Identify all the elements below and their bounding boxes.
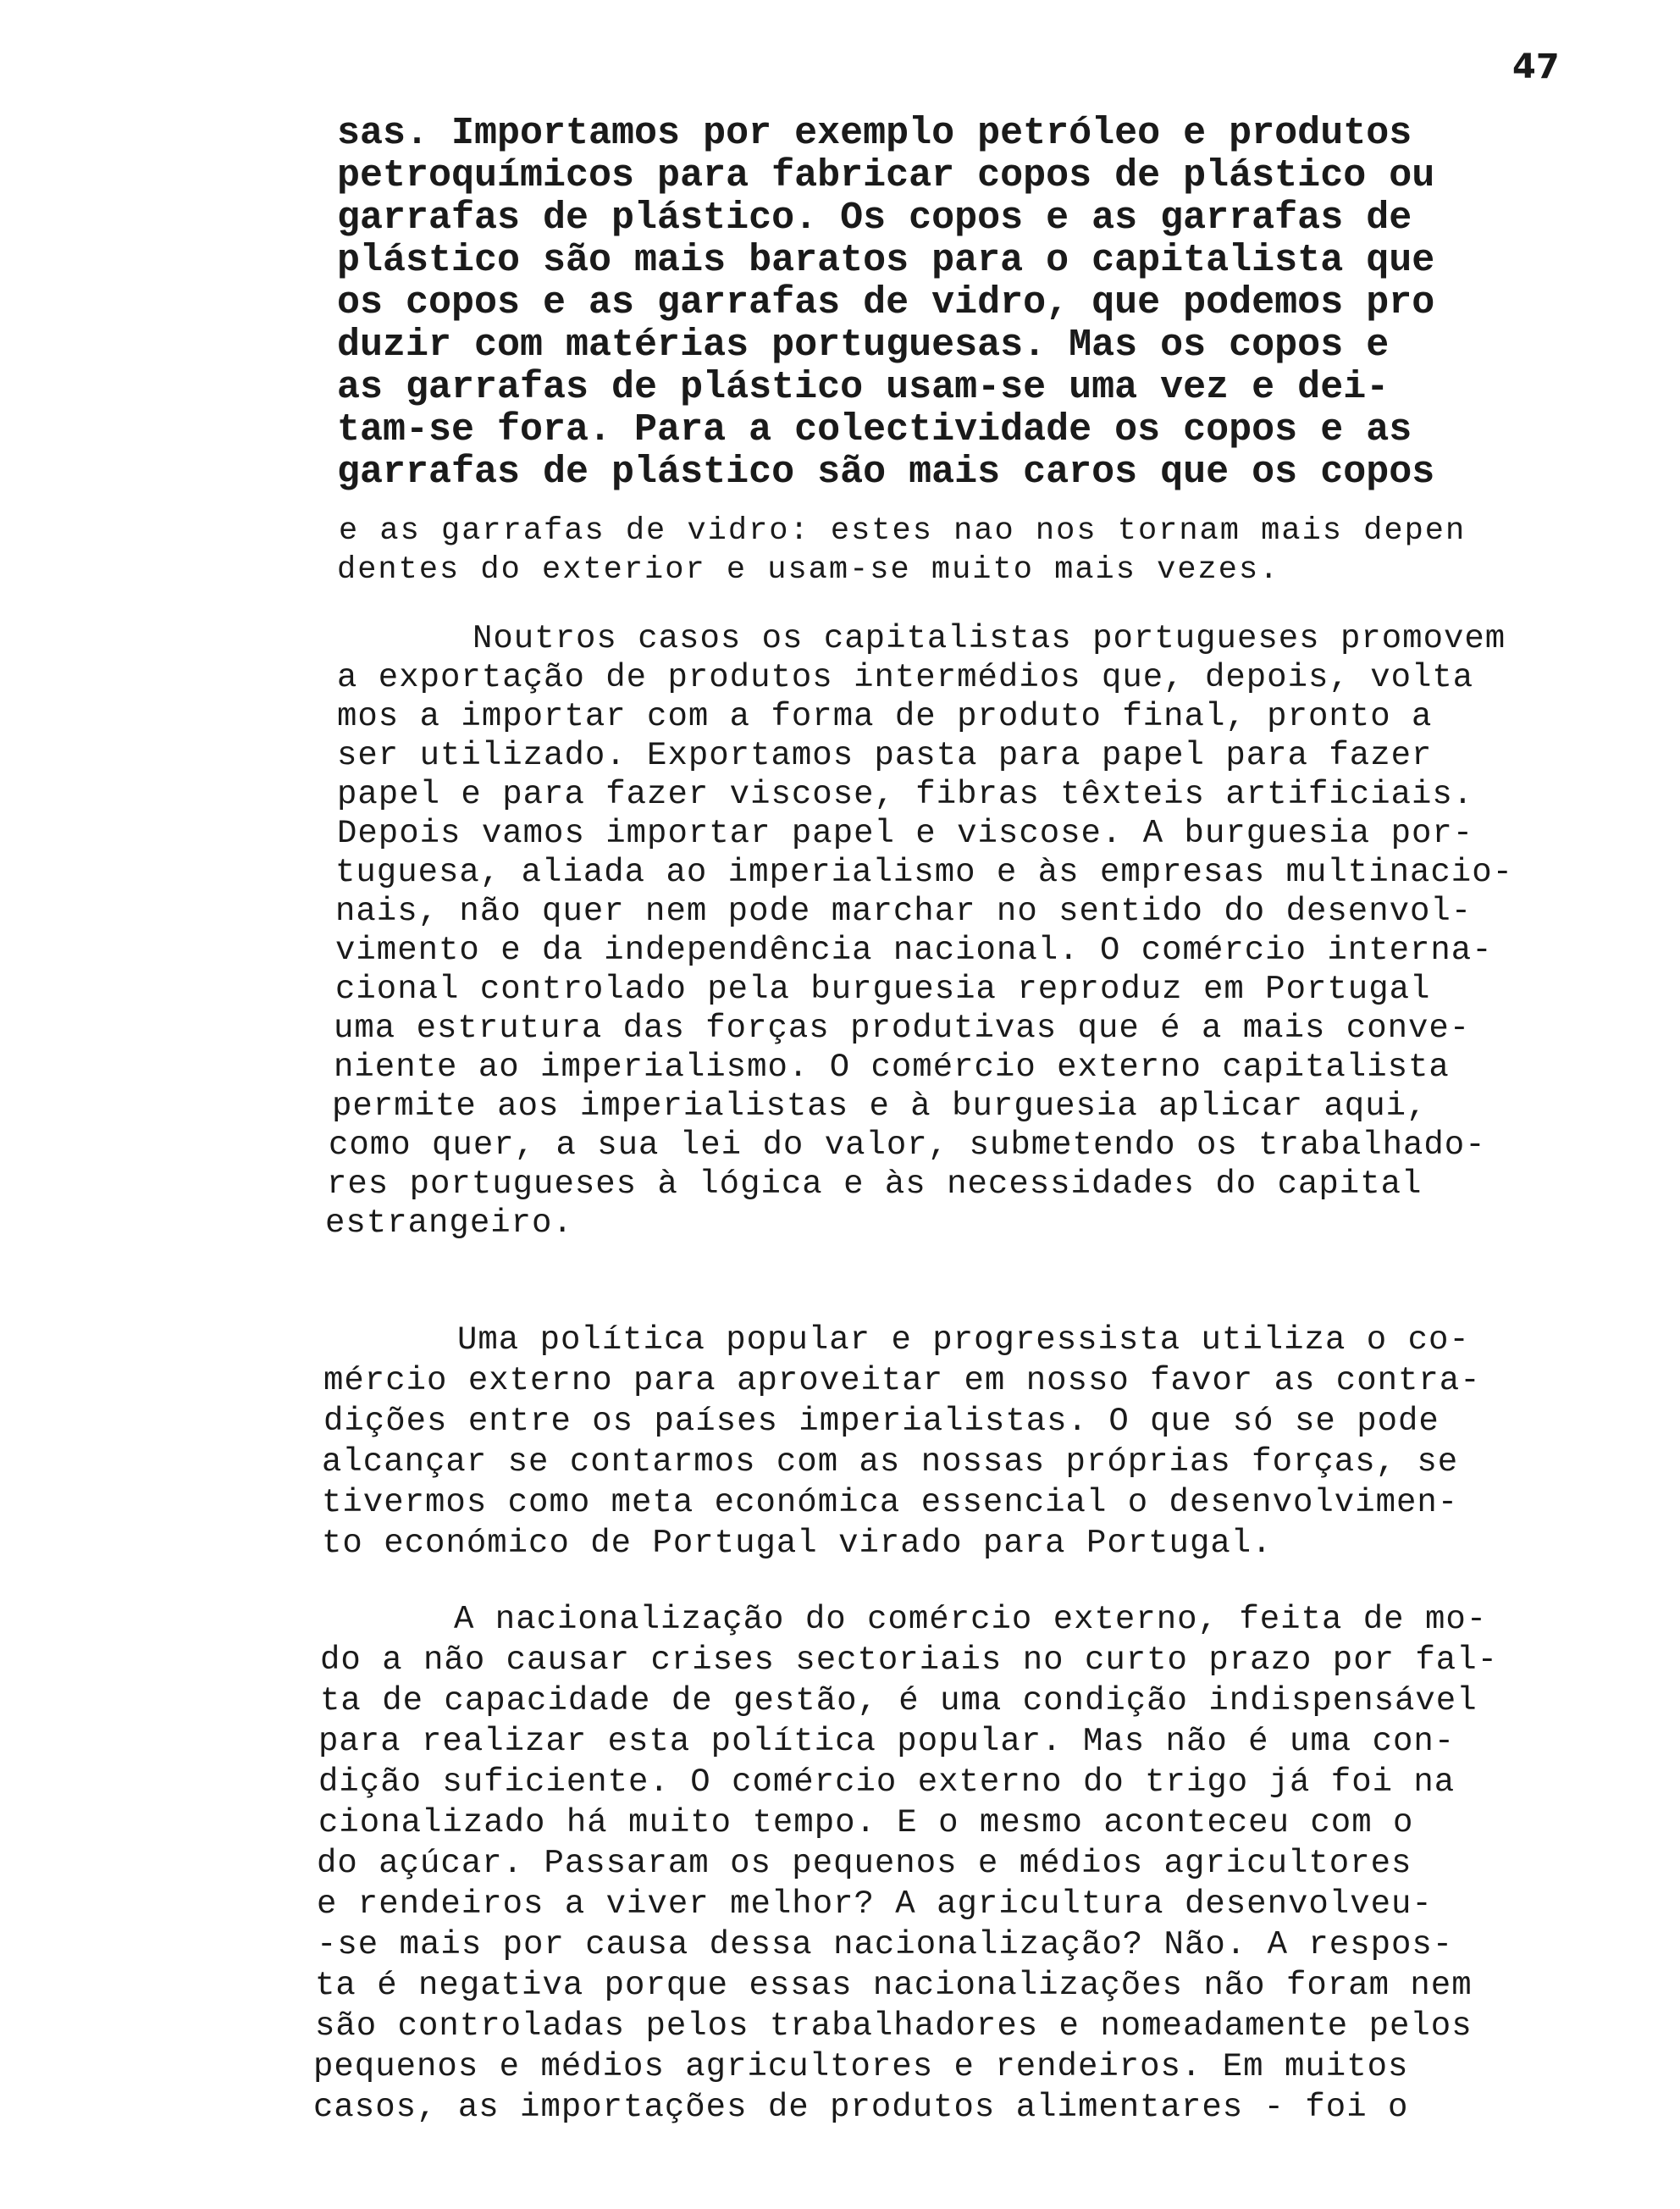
text-line: cionalizado há muito tempo. E o mesmo aconteceu com o: [318, 1804, 1414, 1841]
text-line: plástico são mais baratos para o capitalista que: [337, 239, 1435, 282]
text-line: niente ao imperialismo. O comércio externo capitalista: [334, 1049, 1450, 1086]
text-line: pequenos e médios agricultores e rendeiros. Em muitos: [313, 2048, 1409, 2085]
text-line: cional controlado pela burguesia reproduz em Portugal: [335, 971, 1431, 1008]
text-line: tivermos como meta económica essencial o desenvolvimen-: [322, 1484, 1459, 1521]
text-line: nais, não quer nem pode marchar no sentido do desenvol-: [335, 893, 1473, 930]
text-line: dentes do exterior e usam-se muito mais vezes.: [337, 552, 1280, 588]
text-line: estrangeiro.: [325, 1204, 573, 1242]
text-line: ta é negativa porque essas nacionalizações não foram nem: [315, 1967, 1473, 2004]
page-number: 47: [1512, 47, 1560, 86]
text-line: para realizar esta política popular. Mas não é uma con-: [318, 1723, 1456, 1760]
text-line: papel e para fazer viscose, fibras têxteis artificiais.: [337, 776, 1474, 813]
text-line: ta de capacidade de gestão, é uma condição indispensável: [320, 1682, 1478, 1719]
text-line: e rendeiros a viver melhor? A agricultura desenvolveu-: [317, 1885, 1433, 1923]
text-line: como quer, a sua lei do valor, submetendo os trabalhado-: [329, 1127, 1486, 1164]
text-line: do a não causar crises sectoriais no curto prazo por fal-: [320, 1642, 1499, 1679]
text-line: e as garrafas de vidro: estes nao nos tornam mais depen: [339, 513, 1467, 549]
text-line: to económico de Portugal virado para Portugal.: [322, 1525, 1273, 1562]
text-line: mos a importar com a forma de produto final, pronto a: [337, 698, 1433, 735]
text-line: permite aos imperialistas e à burguesia aplicar aqui,: [332, 1088, 1428, 1125]
text-line: dições entre os países imperialistas. O que só se pode: [323, 1403, 1440, 1440]
text-line: garrafas de plástico são mais caros que os copos: [337, 451, 1435, 494]
text-line: vimento e da independência nacional. O comércio interna-: [335, 932, 1493, 969]
text-line: mércio externo para aproveitar em nosso favor as contra-: [323, 1362, 1481, 1399]
text-line: garrafas de plástico. Os copos e as garrafas de: [337, 197, 1412, 240]
text-line: -se mais por causa dessa nacionalização? Não. A respos-: [317, 1926, 1454, 1963]
text-line: ser utilizado. Exportamos pasta para papel para fazer: [337, 737, 1433, 774]
text-line: duzir com matérias portuguesas. Mas os copos e: [337, 324, 1390, 367]
text-line: Noutros casos os capitalistas portugueses promovem: [472, 620, 1506, 657]
text-line: tam-se fora. Para a colectividade os copos e as: [337, 408, 1412, 451]
text-line: a exportação de produtos intermédios que, depois, volta: [337, 659, 1474, 696]
text-line: res portugueses à lógica e às necessidades do capital: [327, 1165, 1423, 1203]
text-line: tuguesa, aliada ao imperialismo e às empresas multinacio-: [335, 854, 1514, 891]
text-line: sas. Importamos por exemplo petróleo e produtos: [337, 112, 1412, 155]
text-line: petroquímicos para fabricar copos de plástico ou: [337, 154, 1435, 197]
text-line: A nacionalização do comércio externo, feita de mo-: [454, 1601, 1488, 1638]
text-line: dição suficiente. O comércio externo do trigo já foi na: [318, 1763, 1456, 1801]
text-line: do açúcar. Passaram os pequenos e médios agricultores: [317, 1845, 1412, 1882]
text-line: alcançar se contarmos com as nossas próprias forças, se: [322, 1443, 1459, 1481]
text-line: casos, as importações de produtos alimentares - foi o: [313, 2089, 1409, 2126]
text-line: são controladas pelos trabalhadores e nomeadamente pelos: [315, 2007, 1473, 2045]
text-line: Uma política popular e progressista utiliza o co-: [457, 1321, 1470, 1359]
text-line: uma estrutura das forças produtivas que é a mais conve-: [334, 1010, 1471, 1047]
text-line: os copos e as garrafas de vidro, que podemos pro: [337, 281, 1435, 324]
text-line: as garrafas de plástico usam-se uma vez e dei-: [337, 366, 1390, 409]
text-line: Depois vamos importar papel e viscose. A burguesia por-: [337, 815, 1474, 852]
